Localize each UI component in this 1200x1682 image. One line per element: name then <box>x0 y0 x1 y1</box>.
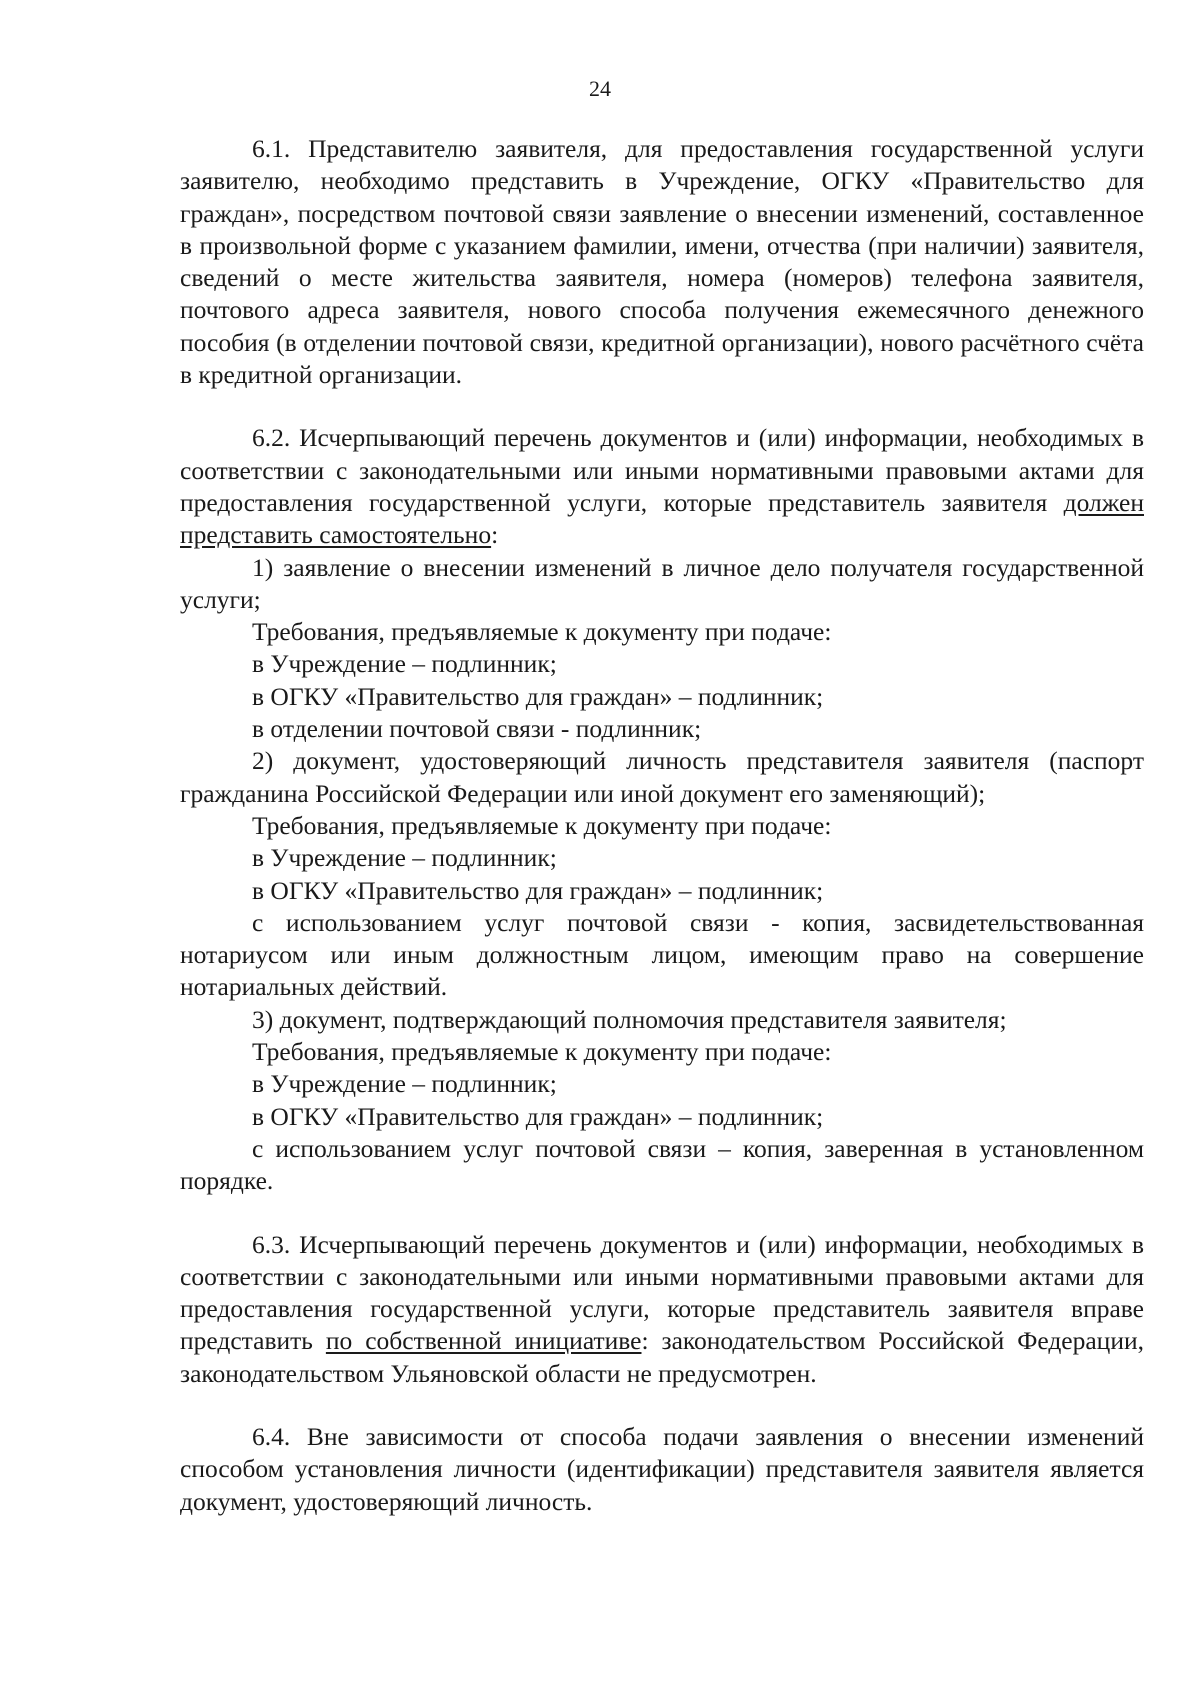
paragraph-6-3-rest: : законодательством Российской Федерации, законодательством Ульяновской области не предусмотрен. <box>180 1326 1144 1388</box>
requirement-1-2: в ОГКУ «Правительство для граждан» – подлинник; <box>252 681 824 711</box>
paragraph-6-2-intro <box>180 422 1144 551</box>
list-item-3: 3) документ, подтверждающий полномочия представителя заявителя; <box>252 1004 1007 1034</box>
underlined-phrase-self-submit: должен представить самостоятельно <box>180 487 1144 550</box>
paragraph-6-1: 6.1. Представителю заявителя, для предоставления государственной услуги заявителю, необходимо представить в Учреждение, ОГКУ «Правительство для граждан», посредством почтовой связи заявление о внесении изменений, составленное в произвольной форме с указанием фамилии, имени, отчества (при наличии) заявителя, сведений о месте жительства заявителя, номера (номеров) телефона заявителя, почтового адреса заявителя, нового способа получения ежемесячного денежного пособия (в отделении почтовой связи, кредитной организации), нового расчётного счёта в кредитной организации. <box>180 134 1144 390</box>
requirement-1-3: в отделении почтовой связи - подлинник; <box>252 714 702 744</box>
requirement-3-1: в Учреждение – подлинник; <box>252 1069 557 1099</box>
requirements-title-1: Требования, предъявляемые к документу при подаче: <box>252 617 832 647</box>
requirement-1-1: в Учреждение – подлинник; <box>252 649 557 679</box>
paragraph-6-2-intro-text: 6.2. Исчерпывающий перечень документов и (или) информации, необходимых в соответствии с законодательными или иными нормативными правовыми актами для предоставления государственной услуги, которые представитель заявителя <box>180 423 1144 517</box>
list-item-1: 1) заявление о внесении изменений в личное дело получателя государственной услуги; <box>180 552 1144 614</box>
requirement-2-1: в Учреждение – подлинник; <box>252 843 557 873</box>
requirements-title-2: Требования, предъявляемые к документу при подаче: <box>252 810 832 840</box>
page-number: 24 <box>589 76 611 101</box>
underlined-phrase-own-initiative: по собственной инициативе <box>325 1326 642 1356</box>
list-item-2: 2) документ, удостоверяющий личность представителя заявителя (паспорт гражданина Российской Федерации или иной документ его заменяющий); <box>180 746 1144 808</box>
paragraph-6-3-intro-text: 6.3. Исчерпывающий перечень документов и (или) информации, необходимых в соответствии с законодательными или иными нормативными правовыми актами для предоставления государственной услуги, которые представитель заявителя вправе представить <box>180 1229 1144 1356</box>
requirement-3-2: в ОГКУ «Правительство для граждан» – подлинник; <box>252 1101 824 1131</box>
requirement-2-3: с использованием услуг почтовой связи - копия, засвидетельствованная нотариусом или иным должностным лицом, имеющим право на совершение нотариальных действий. <box>180 907 1144 1002</box>
colon: : <box>491 520 499 550</box>
paragraph-6-4: 6.4. Вне зависимости от способа подачи заявления о внесении изменений способом установления личности (идентификации) представителя заявителя является документ, удостоверяющий личность. <box>180 1421 1144 1516</box>
requirement-3-3: с использованием услуг почтовой связи – копия, заверенная в установленном порядке. <box>180 1133 1144 1196</box>
requirement-2-2: в ОГКУ «Правительство для граждан» – подлинник; <box>252 875 824 905</box>
document-body <box>180 133 1144 1518</box>
requirements-title-3: Требования, предъявляемые к документу при подаче: <box>252 1037 832 1067</box>
paragraph-6-3 <box>180 1229 1144 1390</box>
